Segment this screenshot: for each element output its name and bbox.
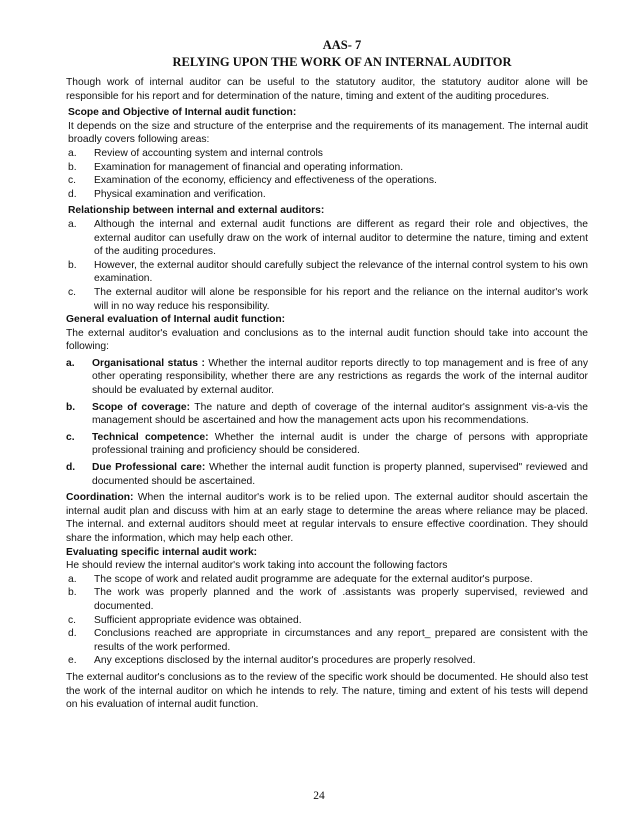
list-item [66, 461, 588, 488]
item-label: c. [68, 614, 77, 626]
list-item [66, 573, 588, 587]
item-text: Physical examination and verification. [94, 188, 266, 200]
specific-text: He should review the internal auditor's work taking into account the following factors [66, 560, 448, 572]
general-section [66, 313, 588, 488]
item-text: The scope of work and related audit programme are adequate for the external auditor's purpose. [94, 573, 533, 585]
item-label: b. [66, 401, 76, 413]
item-label: a. [68, 147, 77, 159]
item-text: Any exceptions disclosed by the internal auditor's procedures are properly resolved. [94, 655, 476, 667]
page-number: 24 [313, 790, 325, 802]
list-item [68, 259, 588, 286]
item-text: Conclusions reached are appropriate in circumstances and any report_ prepared are consistent with the results of the work performed. [94, 628, 588, 653]
item-text: Examination of the economy, efficiency and effectiveness of the operations. [94, 175, 437, 187]
list-item [66, 401, 588, 428]
item-text: Whether the internal auditor reports directly to top management and is free of any other operating responsibility, whether there are any restrictions as regards the work of the internal auditor should be evaluated by external auditor. [92, 357, 588, 397]
item-text: Although the internal and external audit functions are different as regard their role and objectives, the external auditor can usefully draw on the work of internal auditor to determine the nature, timing and extent of the auditing procedures. [94, 218, 588, 258]
coordination-paragraph [66, 491, 588, 545]
item-label: e. [68, 655, 77, 667]
item-label: a. [66, 357, 75, 369]
list-item [66, 431, 588, 458]
item-text: Whether the internal audit is under the charge of persons with appropriate professional training and proficiency should be considered. [92, 431, 588, 457]
relationship-section [66, 204, 588, 313]
list-item [66, 627, 588, 654]
item-label: a. [68, 573, 77, 585]
item-term: Technical competence: [92, 431, 209, 443]
list-item [66, 357, 588, 398]
page-title: RELYING UPON THE WORK OF AN INTERNAL AUDITOR [172, 55, 512, 69]
item-label: c. [68, 286, 77, 298]
scope-heading: Scope and Objective of Internal audit function: [68, 107, 297, 119]
relationship-heading: Relationship between internal and external auditors: [68, 205, 325, 217]
list-item [66, 614, 588, 628]
item-text: The work was properly planned and the work of .assistants was properly supervised, reviewed and documented. [94, 587, 588, 612]
item-label: b. [68, 161, 77, 173]
list-item [66, 586, 588, 613]
item-term: Scope of coverage: [92, 401, 191, 413]
item-label: b. [68, 259, 77, 271]
standard-code: AAS- 7 [322, 38, 362, 52]
item-label: c. [68, 175, 77, 187]
item-text: Review of accounting system and internal controls [94, 147, 323, 159]
item-label: c. [66, 431, 75, 443]
list-item [68, 161, 588, 175]
item-label: d. [68, 628, 77, 640]
list-item [68, 147, 588, 161]
scope-section [66, 106, 588, 201]
item-text: The nature and depth of coverage of the internal auditor's assignment vis-a-vis the management should be ascertained and how the management acts upon his recommendations. [92, 401, 588, 427]
item-label: d. [66, 462, 76, 474]
item-label: a. [68, 218, 77, 230]
item-text: The external auditor will alone be responsible for his report and the reliance on the internal auditor's work will in no way reduce his responsibility. [94, 286, 588, 312]
coordination-text: When the internal auditor's work is to be relied upon. The external auditor should ascertain the internal audit plan and discuss with him at an early stage to determine the areas where reliance may be placed. The internal. and external auditors should meet at regular intervals to ensure effective coordination. They should share the information, which may help each other. [66, 492, 588, 544]
item-label: d. [68, 188, 77, 200]
item-term: Organisational status : [92, 357, 205, 369]
list-item [68, 286, 588, 313]
specific-section [66, 546, 588, 668]
general-heading: General evaluation of Internal audit function: [66, 314, 286, 326]
list-item [68, 174, 588, 188]
general-text: The external auditor's evaluation and conclusions as to the internal audit function should take into account the following: [66, 327, 588, 353]
item-text: Whether the internal audit function is property planned, supervised" reviewed and documented should be ascertained. [92, 462, 589, 487]
list-item [68, 218, 588, 259]
item-text: However, the external auditor should carefully subject the relevance of the internal control system to his own examination. [94, 259, 588, 285]
item-text: Sufficient appropriate evidence was obtained. [94, 614, 302, 626]
item-term: Due Professional care: [92, 462, 206, 474]
list-item [68, 188, 588, 202]
item-label: b. [68, 587, 77, 599]
closing-paragraph: The external auditor's conclusions as to the review of the specific work should be documented. He should also test the work of the internal auditor on which he intends to rely. The nature, timing and extent of his tests will depend on his evaluation of internal audit function. [66, 671, 588, 711]
item-text: Examination for management of financial and operating information. [94, 161, 404, 173]
intro-paragraph: Though work of internal auditor can be useful to the statutory auditor, the statutory auditor alone will be responsible for his report and for determination of the nature, timing and extent of the auditing procedures. [66, 77, 588, 102]
scope-text: It depends on the size and structure of the enterprise and the requirements of its management. The internal audit broadly covers following areas: [68, 120, 588, 146]
list-item [66, 654, 588, 668]
coordination-term: Coordination: [66, 492, 134, 504]
specific-heading: Evaluating specific internal audit work: [66, 546, 258, 558]
